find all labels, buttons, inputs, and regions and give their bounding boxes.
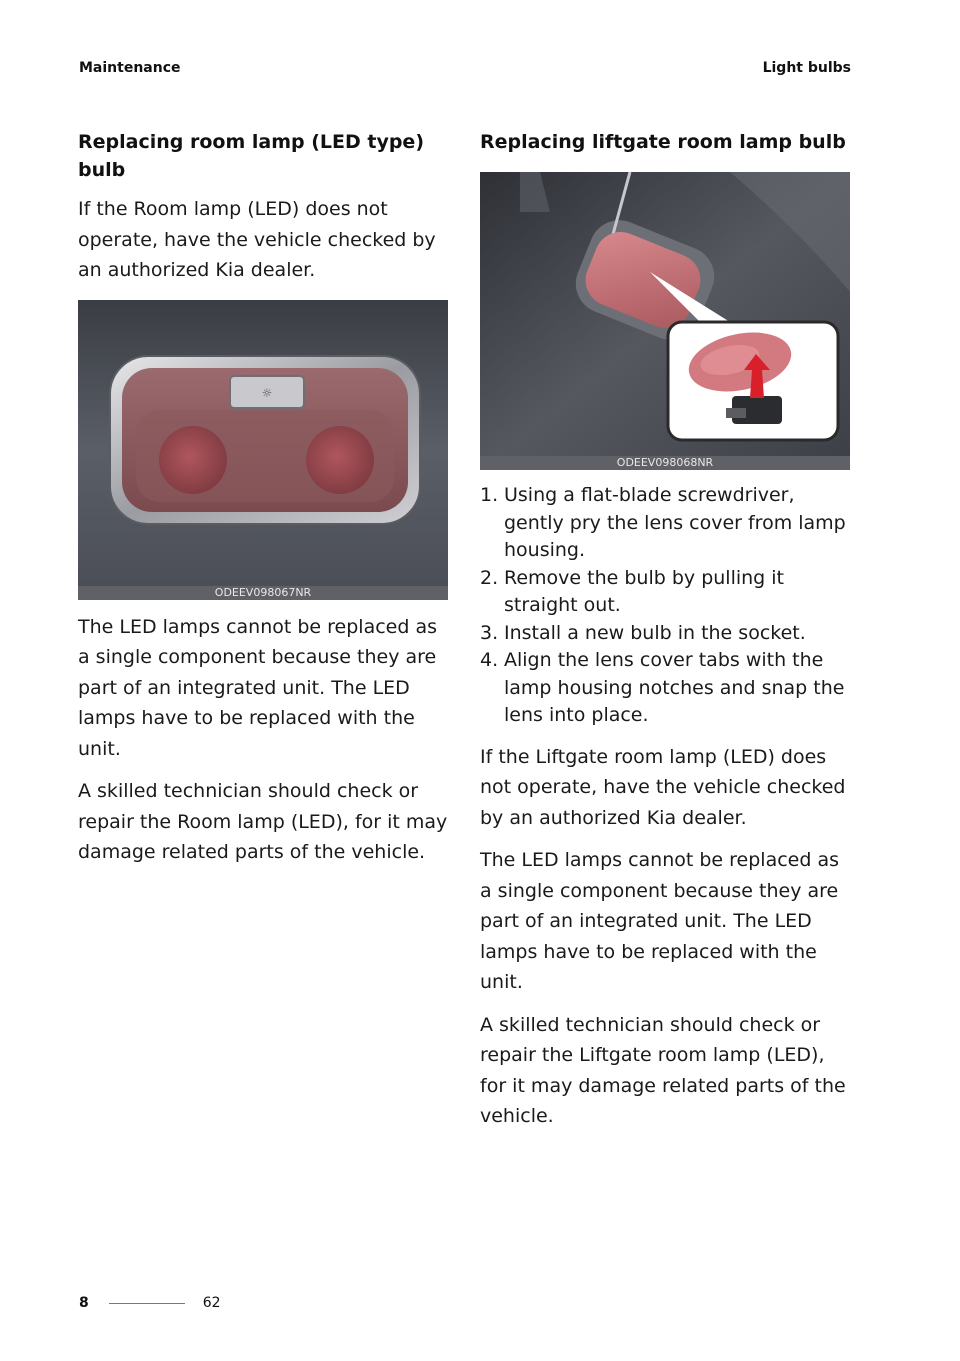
liftgate-lamp-figure	[480, 172, 850, 470]
liftgate-lamp-heading: Replacing liftgate room lamp bulb	[480, 131, 846, 153]
page-footer	[79, 1293, 221, 1313]
header-topic: Light bulbs	[762, 60, 851, 76]
step-text: Remove the bulb by pulling it straight out.	[504, 566, 784, 616]
step-text: Align the lens cover tabs with the lamp housing notches and snap the lens into place.	[504, 649, 845, 726]
footer-divider	[109, 1303, 185, 1304]
header-section: Maintenance	[79, 60, 181, 76]
step-number: 3.	[480, 621, 499, 644]
room-lamp-para-2: A skilled technician should check or repair the Room lamp (LED), for it may damage related parts of the vehicle.	[78, 780, 448, 863]
room-lamp-intro: If the Room lamp (LED) does not operate, have the vehicle checked by an authorized Kia dealer.	[78, 198, 436, 281]
room-lamp-figure	[78, 300, 448, 600]
room-lamp-heading: Replacing room lamp (LED type) bulb	[78, 131, 424, 181]
step-item	[480, 647, 850, 730]
chapter-number: 8	[79, 1295, 89, 1311]
liftgate-lamp-illustration	[480, 172, 850, 470]
room-lamp-figure-code: ODEEV098067NR	[78, 586, 448, 600]
step-number: 1.	[480, 484, 499, 506]
step-text: Install a new bulb in the socket.	[504, 621, 806, 644]
step-item	[480, 620, 850, 648]
step-text: Using a flat-blade screwdriver, gently pry the lens cover from lamp housing.	[504, 484, 846, 561]
liftgate-lamp-para-3: A skilled technician should check or repair the Liftgate room lamp (LED), for it may damage related parts of the vehicle.	[480, 1013, 846, 1127]
liftgate-lamp-para-1: If the Liftgate room lamp (LED) does not operate, have the vehicle checked by an authorized Kia dealer.	[480, 745, 846, 829]
replacement-steps	[480, 482, 850, 730]
left-column	[78, 128, 448, 880]
room-lamp-illustration	[78, 300, 448, 600]
right-column	[480, 128, 850, 1144]
svg-text:☼: ☼	[261, 385, 273, 400]
step-item	[480, 482, 850, 565]
liftgate-lamp-para-2: The LED lamps cannot be replaced as a single component because they are part of an integrated unit. The LED lamps have to be replaced with the unit.	[480, 849, 839, 993]
step-number: 4.	[480, 649, 499, 671]
liftgate-lamp-figure-code: ODEEV098068NR	[480, 456, 850, 470]
step-item	[480, 565, 850, 620]
page-number: 62	[202, 1295, 221, 1311]
step-number: 2.	[480, 566, 499, 589]
room-lamp-para-1: The LED lamps cannot be replaced as a single component because they are part of an integrated unit. The LED lamps have to be replaced with the unit.	[78, 615, 437, 760]
